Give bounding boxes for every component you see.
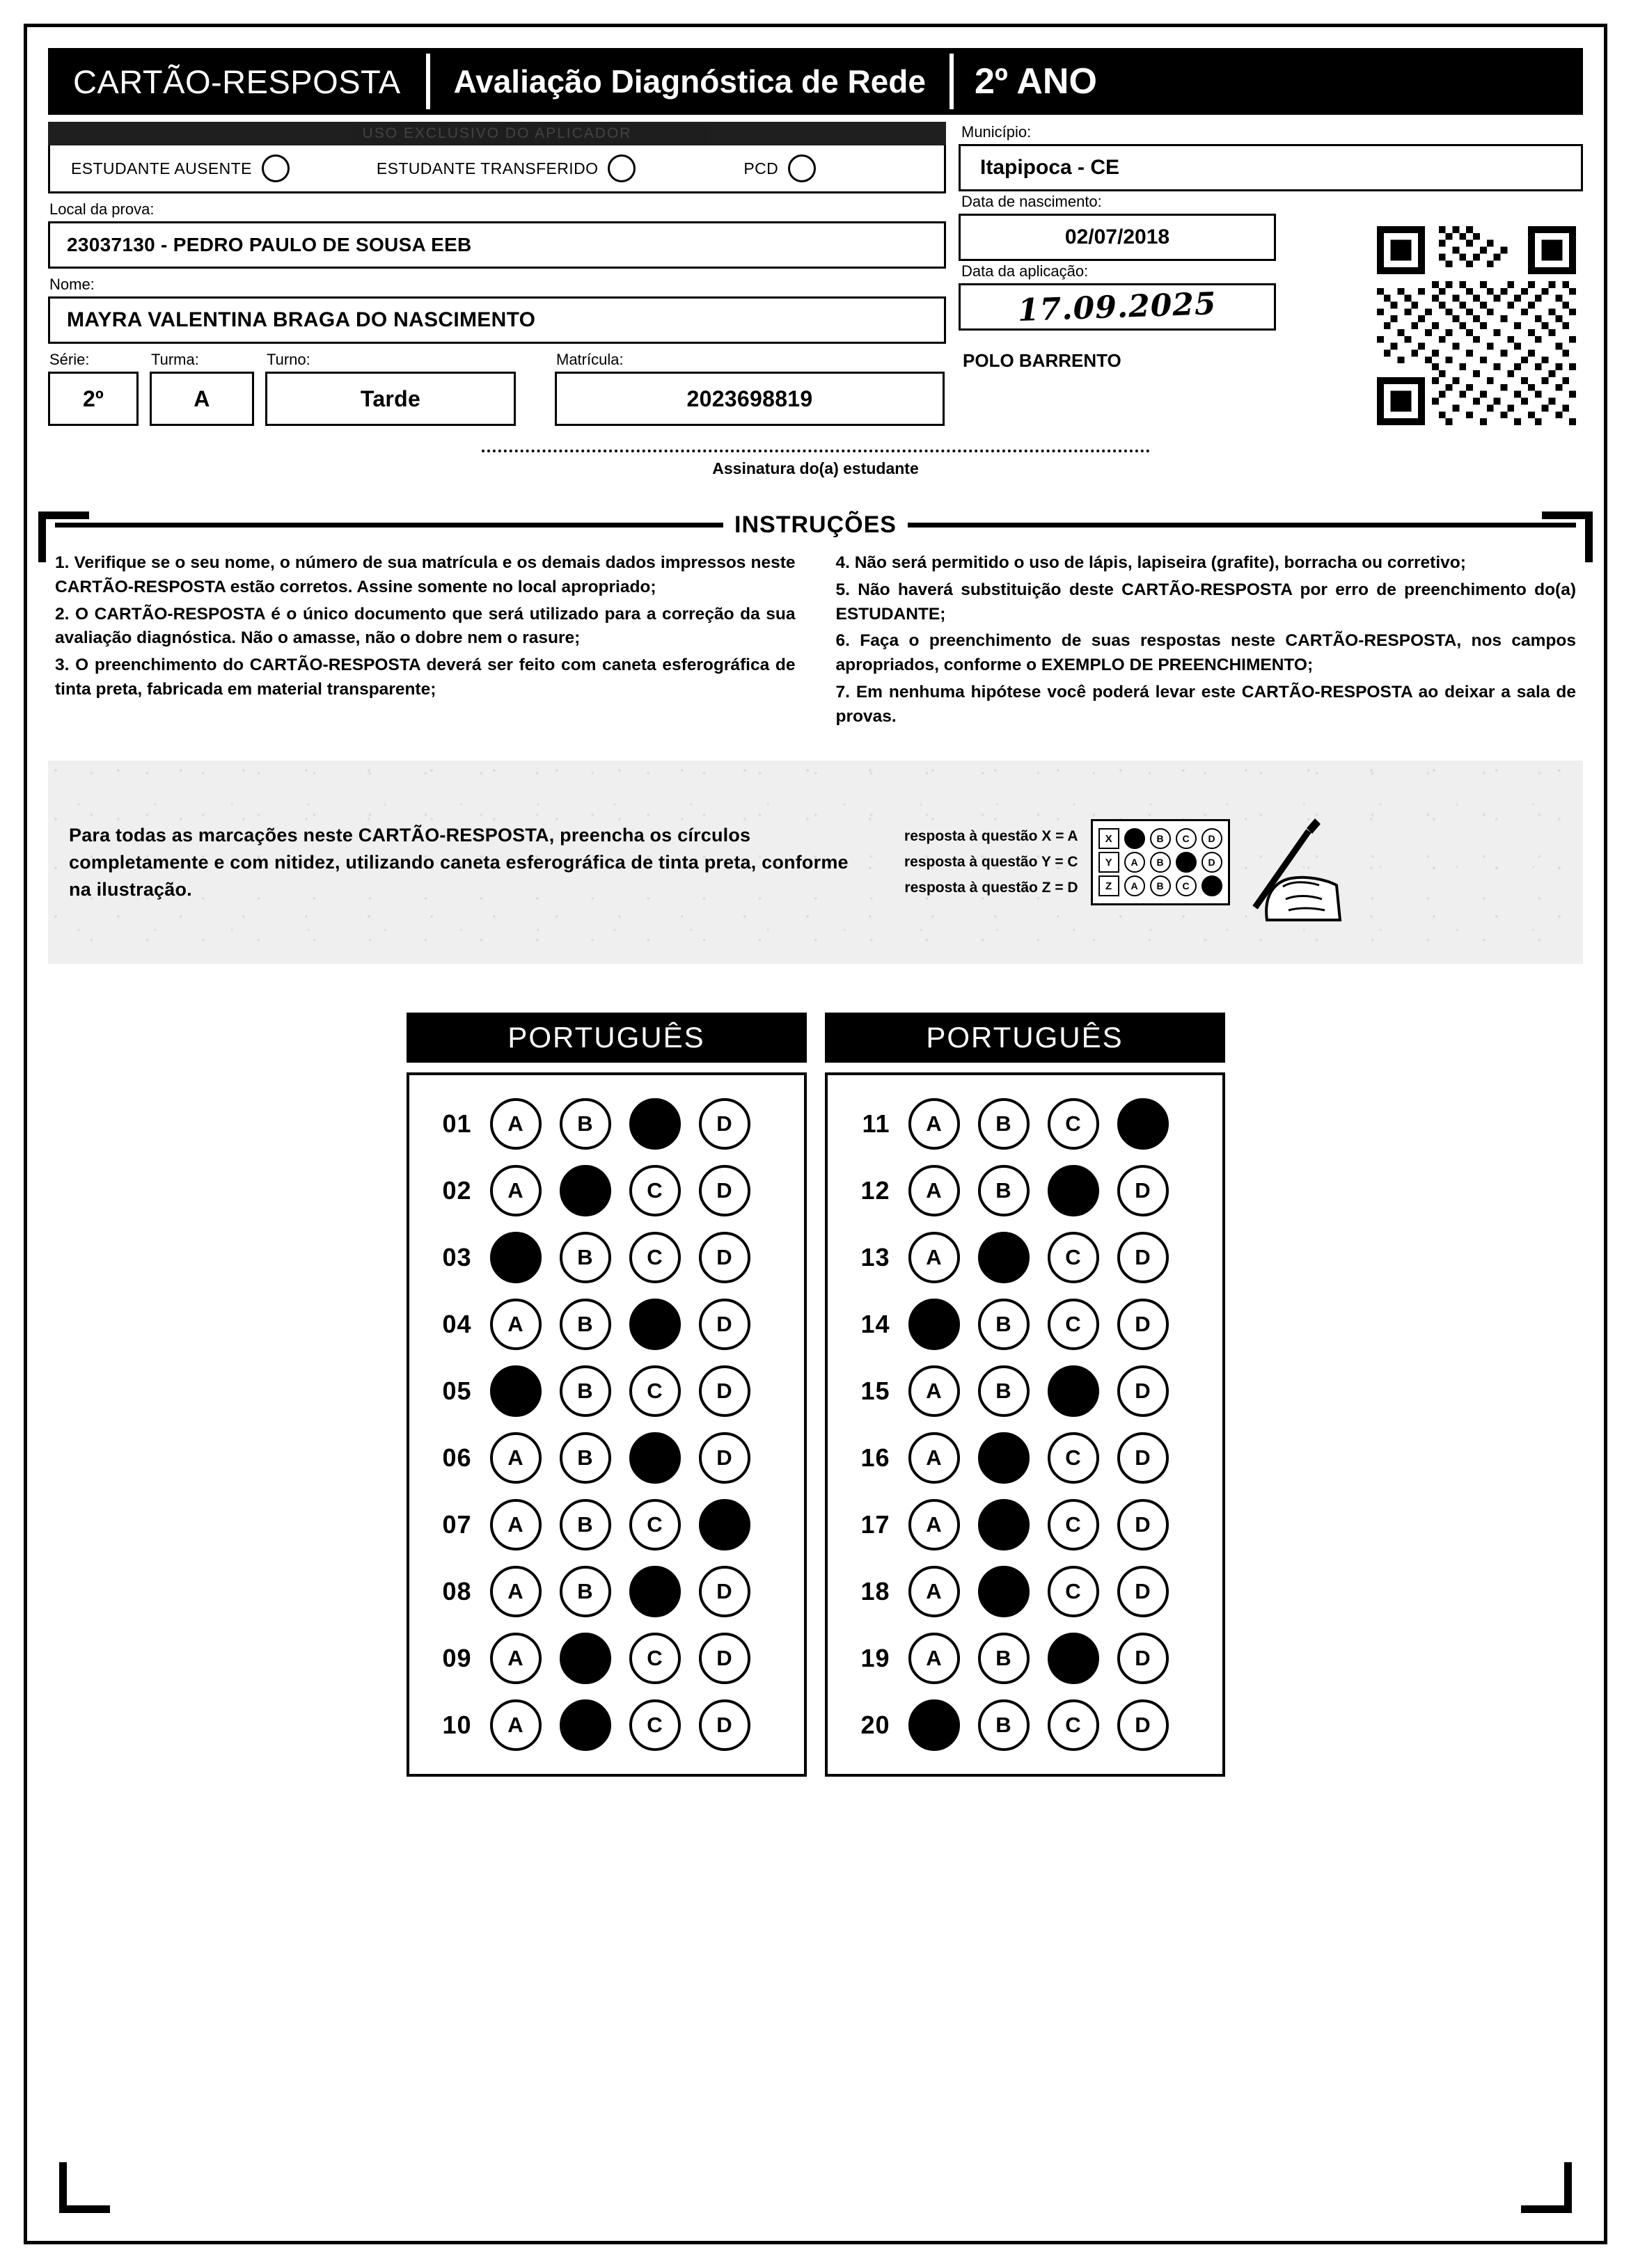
question-number: 01 xyxy=(442,1109,472,1139)
option-estudante-transferido[interactable] xyxy=(377,154,636,182)
bubble-d[interactable]: D xyxy=(1117,1499,1169,1551)
bubble-a[interactable]: A xyxy=(490,1098,542,1150)
bubble-a[interactable]: A xyxy=(908,1566,960,1617)
bubble-d[interactable]: D xyxy=(699,1633,750,1684)
turma-value: A xyxy=(150,372,254,426)
turno-value: Tarde xyxy=(265,372,516,426)
question-number: 18 xyxy=(860,1577,890,1606)
answer-block-1-grid xyxy=(407,1072,807,1777)
bubble-c[interactable]: C xyxy=(1048,1432,1099,1484)
identification-right-column xyxy=(959,122,1583,426)
bubble-a[interactable]: A xyxy=(490,1432,542,1484)
bubble-b[interactable]: B xyxy=(978,1566,1030,1617)
bubble-d[interactable]: D xyxy=(1117,1165,1169,1216)
bubble-d[interactable]: D xyxy=(699,1432,750,1484)
bubble-d[interactable]: D xyxy=(1117,1633,1169,1684)
option-estudante-transferido-label: ESTUDANTE TRANSFERIDO xyxy=(376,159,599,177)
bubble-b[interactable]: B xyxy=(978,1633,1030,1684)
question-number: 06 xyxy=(442,1443,472,1473)
bubble-c[interactable]: C xyxy=(629,1232,681,1283)
instruction-item: 1. Verifique se o seu nome, o número de sua matrícula e os demais dados impressos neste CARTÃO-RESPOSTA estão corretos. Assine somente no local apropriado; xyxy=(55,553,796,596)
identification-section xyxy=(48,122,1583,426)
answer-row xyxy=(422,1224,791,1291)
bubble-a[interactable]: A xyxy=(908,1633,960,1684)
bubble-c[interactable]: C xyxy=(629,1633,681,1684)
minigrid-bubble-a: A xyxy=(1124,828,1145,849)
bubble-d[interactable]: D xyxy=(699,1232,750,1283)
data-aplicacao-handwritten: 17.09.2025 xyxy=(1017,285,1218,328)
question-number: 16 xyxy=(860,1443,890,1473)
polo-value: POLO BARRENTO xyxy=(963,350,1121,371)
option-pcd-bubble[interactable] xyxy=(788,154,816,182)
bubble-b[interactable]: B xyxy=(560,1432,611,1484)
bubble-a[interactable]: A xyxy=(908,1165,960,1216)
header-center-title: Avaliação Diagnóstica de Rede xyxy=(453,63,926,100)
bubble-c[interactable]: C xyxy=(629,1365,681,1417)
registration-corner-top-left xyxy=(38,512,89,562)
answer-row xyxy=(422,1558,791,1625)
bubble-c[interactable]: C xyxy=(1048,1232,1099,1283)
instructions-title: INSTRUÇÕES xyxy=(734,512,897,538)
question-number: 04 xyxy=(442,1310,472,1339)
answer-block-2 xyxy=(825,1013,1225,1777)
answer-sheet-section xyxy=(48,1013,1583,1777)
question-number: 03 xyxy=(442,1243,472,1272)
instruction-item: 6. Faça o preenchimento de suas respostas neste CARTÃO-RESPOSTA, nos campos apropriados, conforme o EXEMPLO DE PREENCHIMENTO; xyxy=(835,631,1576,675)
instructions-left-column xyxy=(55,551,796,731)
bubble-b[interactable]: B xyxy=(560,1299,611,1350)
answer-block-1 xyxy=(407,1013,807,1777)
answer-block-2-title: PORTUGUÊS xyxy=(825,1013,1225,1063)
answer-row xyxy=(422,1358,791,1425)
answer-row xyxy=(840,1291,1210,1358)
instructions-title-row xyxy=(55,512,1576,539)
bubble-d[interactable]: D xyxy=(699,1566,750,1617)
bubble-a[interactable]: A xyxy=(908,1499,960,1551)
answer-row xyxy=(840,1358,1210,1425)
answer-row xyxy=(840,1491,1210,1558)
bubble-c[interactable]: C xyxy=(1048,1365,1099,1417)
question-number: 13 xyxy=(860,1243,890,1272)
bubble-b[interactable]: B xyxy=(978,1299,1030,1350)
fill-example-key: resposta à questão X = A xyxy=(904,828,1078,845)
instructions-rule-right xyxy=(908,523,1576,528)
bubble-c[interactable]: C xyxy=(1048,1566,1099,1617)
turma-label: Turma: xyxy=(151,351,199,368)
answer-row xyxy=(840,1692,1210,1759)
minigrid-row xyxy=(1098,852,1222,873)
minigrid-bubble-d: D xyxy=(1201,828,1222,849)
bubble-c[interactable]: C xyxy=(629,1165,681,1216)
instructions-right-column xyxy=(836,551,1577,731)
bubble-b[interactable]: B xyxy=(978,1232,1030,1283)
bubble-c[interactable]: C xyxy=(629,1299,681,1350)
minigrid-bubble-a: A xyxy=(1124,852,1145,873)
minigrid-row xyxy=(1098,828,1222,849)
header-right-title: 2º ANO xyxy=(974,61,1097,102)
data-aplicacao-label: Data da aplicação: xyxy=(961,262,1089,280)
bubble-c[interactable]: C xyxy=(629,1098,681,1150)
bubble-b[interactable]: B xyxy=(978,1699,1030,1751)
bubble-c[interactable]: C xyxy=(1048,1633,1099,1684)
serie-label: Série: xyxy=(49,351,90,368)
minigrid-bubble-d: D xyxy=(1201,852,1222,873)
option-pcd[interactable] xyxy=(743,154,816,182)
bubble-b[interactable]: B xyxy=(560,1499,611,1551)
answer-row xyxy=(840,1157,1210,1224)
minigrid-bubble-b: B xyxy=(1150,852,1171,873)
matricula-field xyxy=(555,344,945,426)
fill-example-section xyxy=(48,761,1583,964)
answer-row xyxy=(422,1625,791,1692)
bubble-d[interactable]: D xyxy=(699,1365,750,1417)
qr-code-icon xyxy=(1377,226,1576,425)
bubble-a[interactable]: A xyxy=(490,1165,542,1216)
bubble-d[interactable]: D xyxy=(1117,1299,1169,1350)
minigrid-row-label: Z xyxy=(1098,875,1119,896)
serie-value: 2º xyxy=(48,372,139,426)
bubble-d[interactable]: D xyxy=(699,1098,750,1150)
option-estudante-ausente-bubble[interactable] xyxy=(262,154,290,182)
sheet-border xyxy=(24,24,1607,2244)
minigrid-bubble-c: C xyxy=(1176,828,1197,849)
signature-label: Assinatura do(a) estudante xyxy=(712,459,919,477)
bubble-d[interactable]: D xyxy=(699,1299,750,1350)
applicator-bar-label: USO EXCLUSIVO DO APLICADOR xyxy=(48,122,946,145)
registration-corner-bottom-left xyxy=(59,2162,110,2213)
answer-block-2-grid xyxy=(825,1072,1225,1777)
answer-row xyxy=(422,1491,791,1558)
fill-example-minigrid xyxy=(1091,819,1230,905)
fill-example-key: resposta à questão Y = C xyxy=(904,854,1078,871)
question-number: 09 xyxy=(442,1644,472,1673)
bubble-d[interactable]: D xyxy=(1117,1566,1169,1617)
option-pcd-label: PCD xyxy=(743,159,779,177)
bubble-a[interactable]: A xyxy=(908,1699,960,1751)
bubble-b[interactable]: B xyxy=(978,1499,1030,1551)
answer-row xyxy=(840,1091,1210,1157)
matricula-label: Matrícula: xyxy=(556,351,624,368)
matricula-value: 2023698819 xyxy=(555,372,945,426)
bubble-d[interactable]: D xyxy=(1117,1098,1169,1150)
bubble-c[interactable]: C xyxy=(1048,1499,1099,1551)
answer-row xyxy=(422,1425,791,1491)
question-number: 19 xyxy=(860,1644,890,1673)
answer-row xyxy=(840,1558,1210,1625)
bubble-d[interactable]: D xyxy=(1117,1432,1169,1484)
instruction-item: 2. O CARTÃO-RESPOSTA é o único documento que será utilizado para a correção da sua avaliação diagnóstica. Não o amasse, não o dobre nem o rasure; xyxy=(55,604,796,648)
answer-row xyxy=(422,1157,791,1224)
answer-row xyxy=(422,1091,791,1157)
nome-value: MAYRA VALENTINA BRAGA DO NASCIMENTO xyxy=(48,296,946,344)
minigrid-bubble-a: A xyxy=(1124,875,1145,896)
bubble-c[interactable]: C xyxy=(1048,1699,1099,1751)
bubble-b[interactable]: B xyxy=(560,1232,611,1283)
bubble-b[interactable]: B xyxy=(978,1098,1030,1150)
municipio-value: Itapipoca - CE xyxy=(959,144,1583,191)
bubble-a[interactable]: A xyxy=(490,1499,542,1551)
question-number: 10 xyxy=(442,1711,472,1740)
bubble-b[interactable]: B xyxy=(978,1365,1030,1417)
bubble-c[interactable]: C xyxy=(1048,1165,1099,1216)
bubble-a[interactable]: A xyxy=(908,1365,960,1417)
option-estudante-ausente-label: ESTUDANTE AUSENTE xyxy=(71,159,252,177)
instruction-item: 4. Não será permitido o uso de lápis, lapiseira (grafite), borracha ou corretivo; xyxy=(835,553,1466,572)
fill-example-text: Para todas as marcações neste CARTÃO-RESPOSTA, preencha os círculos completamente e com nitidez, utilizando caneta esferográfica de tinta preta, conforme na ilustração. xyxy=(69,824,849,901)
bubble-d[interactable]: D xyxy=(1117,1699,1169,1751)
bubble-a[interactable]: A xyxy=(908,1098,960,1150)
small-fields-row xyxy=(48,344,946,426)
bubble-c[interactable]: C xyxy=(1048,1299,1099,1350)
bubble-d[interactable]: D xyxy=(699,1699,750,1751)
question-number: 05 xyxy=(442,1377,472,1406)
minigrid-row-label: X xyxy=(1098,828,1119,849)
instruction-item: 3. O preenchimento do CARTÃO-RESPOSTA deverá ser feito com caneta esferográfica de tinta preta, fabricada em material transparente; xyxy=(55,656,796,699)
question-number: 07 xyxy=(442,1510,472,1539)
bubble-b[interactable]: B xyxy=(560,1165,611,1216)
bubble-d[interactable]: D xyxy=(1117,1365,1169,1417)
registration-corner-top-right xyxy=(1542,512,1593,562)
local-da-prova-value: 23037130 - PEDRO PAULO DE SOUSA EEB xyxy=(48,221,946,269)
minigrid-bubble-c: C xyxy=(1176,852,1197,873)
header-bar xyxy=(48,48,1583,115)
option-estudante-transferido-bubble[interactable] xyxy=(608,154,636,182)
turma-field xyxy=(150,344,254,426)
answer-row xyxy=(422,1291,791,1358)
data-nascimento-value: 02/07/2018 xyxy=(959,214,1276,261)
minigrid-row xyxy=(1098,875,1222,896)
minigrid-bubble-b: B xyxy=(1150,828,1171,849)
nome-label: Nome: xyxy=(49,276,95,293)
question-number: 11 xyxy=(862,1109,890,1139)
bubble-c[interactable]: C xyxy=(629,1499,681,1551)
identification-left-column xyxy=(48,122,946,426)
question-number: 17 xyxy=(860,1510,890,1539)
bubble-b[interactable]: B xyxy=(978,1165,1030,1216)
answer-row xyxy=(840,1425,1210,1491)
turno-field xyxy=(265,344,516,426)
answer-row xyxy=(840,1224,1210,1291)
bubble-a[interactable]: A xyxy=(490,1299,542,1350)
bubble-c[interactable]: C xyxy=(629,1432,681,1484)
minigrid-bubble-b: B xyxy=(1150,875,1171,896)
bubble-a[interactable]: A xyxy=(908,1232,960,1283)
signature-line[interactable] xyxy=(482,450,1150,452)
question-number: 14 xyxy=(860,1310,890,1339)
option-estudante-ausente[interactable] xyxy=(71,154,290,182)
data-aplicacao-value xyxy=(959,283,1276,331)
local-da-prova-label: Local da prova: xyxy=(49,200,155,218)
bubble-b[interactable]: B xyxy=(560,1365,611,1417)
instruction-item: 5. Não haverá substituição deste CARTÃO-RESPOSTA por erro de preenchimento do(a) ESTUDANTE; xyxy=(835,580,1576,624)
serie-field xyxy=(48,344,139,426)
bubble-b[interactable]: B xyxy=(978,1432,1030,1484)
turno-label: Turno: xyxy=(267,351,310,368)
bubble-d[interactable]: D xyxy=(699,1165,750,1216)
header-left-title: CARTÃO-RESPOSTA xyxy=(73,63,401,100)
minigrid-bubble-d: D xyxy=(1201,875,1222,896)
bubble-a[interactable]: A xyxy=(490,1566,542,1617)
fill-example-keys xyxy=(904,824,1078,901)
bubble-b[interactable]: B xyxy=(560,1566,611,1617)
municipio-label: Município: xyxy=(961,123,1032,141)
bubble-d[interactable]: D xyxy=(699,1499,750,1551)
bubble-a[interactable]: A xyxy=(490,1365,542,1417)
bubble-c[interactable]: C xyxy=(629,1699,681,1751)
question-number: 12 xyxy=(860,1176,890,1205)
bubble-c[interactable]: C xyxy=(1048,1098,1099,1150)
bubble-a[interactable]: A xyxy=(908,1432,960,1484)
instructions-section xyxy=(48,512,1583,731)
bubble-c[interactable]: C xyxy=(629,1566,681,1617)
bubble-b[interactable]: B xyxy=(560,1633,611,1684)
bubble-a[interactable]: A xyxy=(490,1699,542,1751)
hand-with-pen-icon xyxy=(1243,803,1347,921)
applicator-options-row xyxy=(48,145,946,193)
bubble-d[interactable]: D xyxy=(1117,1232,1169,1283)
question-number: 20 xyxy=(860,1711,890,1740)
data-nascimento-label: Data de nascimento: xyxy=(961,193,1102,210)
instructions-rule-left xyxy=(55,523,723,528)
bubble-b[interactable]: B xyxy=(560,1098,611,1150)
signature-section xyxy=(48,450,1583,478)
bubble-b[interactable]: B xyxy=(560,1699,611,1751)
fill-example-key: resposta à questão Z = D xyxy=(904,879,1078,896)
fill-example-illustration xyxy=(904,803,1347,921)
bubble-a[interactable]: A xyxy=(490,1232,542,1283)
question-number: 15 xyxy=(860,1377,890,1406)
answer-row xyxy=(422,1692,791,1759)
bubble-a[interactable]: A xyxy=(908,1299,960,1350)
instructions-columns xyxy=(55,551,1576,731)
minigrid-row-label: Y xyxy=(1098,852,1119,873)
answer-row xyxy=(840,1625,1210,1692)
answer-block-1-title: PORTUGUÊS xyxy=(407,1013,807,1063)
question-number: 08 xyxy=(442,1577,472,1606)
registration-corner-bottom-right xyxy=(1521,2162,1572,2213)
bubble-a[interactable]: A xyxy=(490,1633,542,1684)
instruction-item: 7. Em nenhuma hipótese você poderá levar este CARTÃO-RESPOSTA ao deixar a sala de provas. xyxy=(835,682,1576,726)
minigrid-bubble-c: C xyxy=(1176,875,1197,896)
question-number: 02 xyxy=(442,1176,472,1205)
